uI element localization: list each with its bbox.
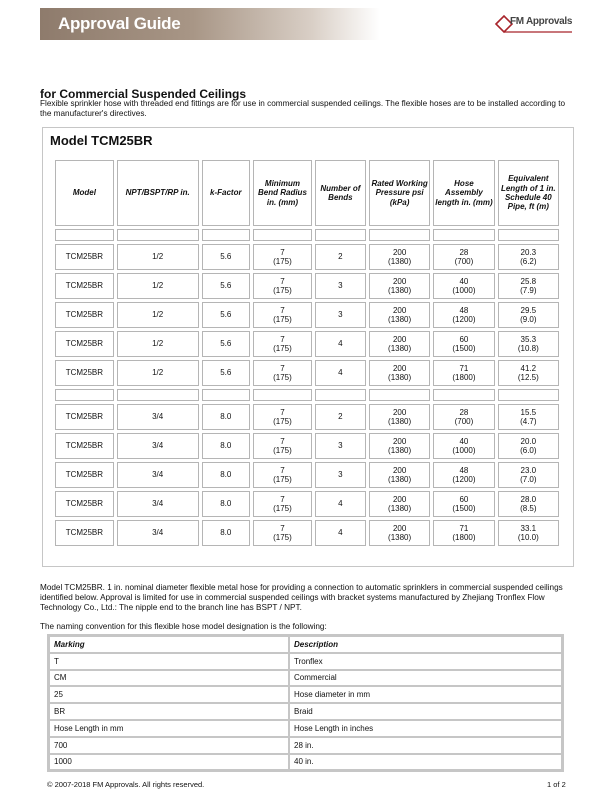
cell-metric-value: (1200): [452, 315, 476, 324]
table-row: [55, 520, 559, 546]
cell-bend-radius: [253, 404, 312, 430]
cell-number-of-bends: [315, 331, 366, 357]
cell-model: [55, 273, 114, 299]
cell-value: 7: [280, 523, 285, 533]
cell-k-factor: [202, 273, 251, 299]
naming-header-row: [49, 636, 562, 653]
cell-metric-value: (1380): [388, 344, 412, 353]
cell-value: TCM25BR: [65, 339, 104, 349]
cell-value: 4: [338, 339, 343, 349]
cell-working-pressure: [369, 491, 430, 517]
cell-value: TCM25BR: [65, 310, 104, 320]
footer-page-number: 1 of 2: [547, 780, 566, 789]
cell-hose-length: [433, 360, 494, 386]
cell-working-pressure: [369, 244, 430, 270]
cell-bend-radius: [253, 273, 312, 299]
cell-description: 40 in.: [289, 754, 562, 771]
cell-k-factor: [202, 244, 251, 270]
naming-row: [49, 754, 562, 771]
table-row: [55, 244, 559, 270]
spacer-row: [55, 389, 559, 401]
table-row: [55, 331, 559, 357]
empty-cell: [117, 389, 199, 401]
cell-value: 200: [392, 407, 407, 417]
cell-equivalent-length: [498, 331, 559, 357]
cell-description: Commercial: [289, 670, 562, 687]
cell-thread: [117, 244, 199, 270]
cell-value: 8.0: [220, 470, 232, 480]
cell-value: 60: [459, 494, 469, 504]
cell-hose-length: [433, 244, 494, 270]
cell-thread: [117, 360, 199, 386]
cell-k-factor: [202, 404, 251, 430]
cell-value: 5.6: [220, 368, 232, 378]
cell-number-of-bends: [315, 244, 366, 270]
cell-metric-value: (4.7): [520, 417, 537, 426]
cell-value: TCM25BR: [65, 441, 104, 451]
cell-metric-value: (1500): [452, 504, 476, 513]
cell-value: 20.0: [520, 436, 537, 446]
cell-value: 200: [392, 334, 407, 344]
cell-equivalent-length: [498, 520, 559, 546]
cell-description: Braid: [289, 703, 562, 720]
cell-metric-value: (1380): [388, 257, 412, 266]
cell-bend-radius: [253, 331, 312, 357]
header-marking: Marking: [49, 636, 289, 653]
cell-value: 20.3: [520, 247, 537, 257]
cell-value: 5.6: [220, 252, 232, 262]
cell-thread: [117, 491, 199, 517]
cell-number-of-bends: [315, 302, 366, 328]
cell-metric-value: (1200): [452, 475, 476, 484]
spacer-row: [55, 229, 559, 241]
empty-cell: [369, 389, 430, 401]
cell-value: 41.2: [520, 363, 537, 373]
cell-marking: Hose Length in mm: [49, 720, 289, 737]
cell-value: 8.0: [220, 441, 232, 451]
cell-description: Hose diameter in mm: [289, 686, 562, 703]
cell-metric-value: (12.5): [517, 373, 539, 382]
empty-cell: [498, 389, 559, 401]
cell-thread: [117, 331, 199, 357]
cell-description: Hose Length in inches: [289, 720, 562, 737]
cell-metric-value: (1000): [452, 286, 476, 295]
header-description: Description: [289, 636, 562, 653]
cell-metric-value: (700): [454, 417, 474, 426]
cell-k-factor: [202, 520, 251, 546]
naming-row: [49, 703, 562, 720]
model-spec-table: [52, 157, 562, 549]
cell-value: 28: [459, 247, 469, 257]
cell-value: 3: [338, 441, 343, 451]
cell-thread: [117, 404, 199, 430]
header-equivalent-length: Equivalent Length of 1 in. Schedule 40 Pipe, ft (m): [498, 160, 559, 226]
header-banner: [40, 8, 380, 40]
cell-equivalent-length: [498, 273, 559, 299]
cell-value: 28.0: [520, 494, 537, 504]
empty-cell: [253, 229, 312, 241]
cell-metric-value: (175): [273, 315, 292, 324]
cell-marking: 1000: [49, 754, 289, 771]
empty-cell: [117, 229, 199, 241]
cell-model: [55, 244, 114, 270]
empty-cell: [55, 389, 114, 401]
header-k-factor: k-Factor: [202, 160, 251, 226]
cell-metric-value: (9.0): [520, 315, 537, 324]
cell-metric-value: (175): [273, 417, 292, 426]
cell-value: 23.0: [520, 465, 537, 475]
cell-value: 29.5: [520, 305, 537, 315]
header-number-of-bends: Number of Bends: [315, 160, 366, 226]
section-description: Flexible sprinkler hose with threaded end fittings are for use in commercial suspended ceilings. The flexible hoses are to be installed according to the manufacturer's directives.: [40, 99, 566, 118]
empty-cell: [253, 389, 312, 401]
table-row: [55, 404, 559, 430]
cell-working-pressure: [369, 520, 430, 546]
cell-metric-value: (175): [273, 533, 292, 542]
cell-metric-value: (175): [273, 504, 292, 513]
cell-value: 200: [392, 247, 407, 257]
cell-value: 5.6: [220, 281, 232, 291]
cell-hose-length: [433, 520, 494, 546]
cell-value: 200: [392, 465, 407, 475]
cell-value: 15.5: [520, 407, 537, 417]
cell-value: 3/4: [152, 412, 164, 422]
cell-metric-value: (1380): [388, 286, 412, 295]
cell-equivalent-length: [498, 491, 559, 517]
cell-value: 71: [459, 523, 469, 533]
cell-value: 3: [338, 310, 343, 320]
cell-working-pressure: [369, 302, 430, 328]
cell-model: [55, 520, 114, 546]
cell-model: [55, 491, 114, 517]
cell-k-factor: [202, 331, 251, 357]
model-table-title: Model TCM25BR: [50, 133, 153, 148]
cell-metric-value: (6.2): [520, 257, 537, 266]
cell-k-factor: [202, 491, 251, 517]
cell-metric-value: (1380): [388, 373, 412, 382]
cell-marking: T: [49, 653, 289, 670]
cell-value: 60: [459, 334, 469, 344]
cell-metric-value: (1500): [452, 344, 476, 353]
cell-metric-value: (1800): [452, 533, 476, 542]
cell-value: 1/2: [152, 252, 164, 262]
cell-hose-length: [433, 433, 494, 459]
cell-metric-value: (1380): [388, 446, 412, 455]
cell-value: 3/4: [152, 499, 164, 509]
logo-text: FM Approvals: [510, 16, 573, 27]
cell-value: 1/2: [152, 281, 164, 291]
cell-metric-value: (1380): [388, 417, 412, 426]
cell-value: 7: [280, 494, 285, 504]
table-row: [55, 302, 559, 328]
section-title: for Commercial Suspended Ceilings: [40, 87, 247, 101]
empty-cell: [433, 389, 494, 401]
cell-number-of-bends: [315, 520, 366, 546]
naming-row: [49, 686, 562, 703]
header-bend-radius: Minimum Bend Radius in. (mm): [253, 160, 312, 226]
cell-equivalent-length: [498, 404, 559, 430]
cell-model: [55, 360, 114, 386]
cell-value: TCM25BR: [65, 412, 104, 422]
cell-metric-value: (6.0): [520, 446, 537, 455]
cell-metric-value: (1380): [388, 533, 412, 542]
cell-value: 25.8: [520, 276, 537, 286]
cell-value: 200: [392, 436, 407, 446]
cell-bend-radius: [253, 433, 312, 459]
cell-hose-length: [433, 462, 494, 488]
cell-equivalent-length: [498, 244, 559, 270]
header-thread: NPT/BSPT/RP in.: [117, 160, 199, 226]
cell-working-pressure: [369, 462, 430, 488]
cell-value: 200: [392, 363, 407, 373]
cell-value: 2: [338, 412, 343, 422]
empty-cell: [55, 229, 114, 241]
cell-value: 7: [280, 305, 285, 315]
cell-hose-length: [433, 404, 494, 430]
cell-thread: [117, 302, 199, 328]
cell-bend-radius: [253, 360, 312, 386]
cell-value: 3/4: [152, 470, 164, 480]
model-note: Model TCM25BR. 1 in. nominal diameter flexible metal hose for providing a connection to automatic sprinklers in commercial suspended ceilings identified below. Approval is limited for use in commercial suspended ceilings with bracket systems manufactured by Zhejiang Tronflex Flow Technology Co., Ltd.: The nipple end to the branch line has BSPT / NPT.: [40, 583, 563, 612]
cell-value: 7: [280, 276, 285, 286]
cell-working-pressure: [369, 273, 430, 299]
cell-value: 7: [280, 407, 285, 417]
cell-hose-length: [433, 302, 494, 328]
cell-marking: 700: [49, 737, 289, 754]
cell-marking: CM: [49, 670, 289, 687]
cell-metric-value: (1380): [388, 475, 412, 484]
header-title: Approval Guide: [58, 14, 181, 33]
empty-cell: [315, 389, 366, 401]
cell-model: [55, 462, 114, 488]
cell-number-of-bends: [315, 273, 366, 299]
cell-value: 1/2: [152, 368, 164, 378]
cell-metric-value: (1380): [388, 315, 412, 324]
cell-working-pressure: [369, 433, 430, 459]
cell-value: 2: [338, 252, 343, 262]
cell-value: 3: [338, 470, 343, 480]
cell-value: 5.6: [220, 310, 232, 320]
cell-value: 4: [338, 368, 343, 378]
naming-row: [49, 720, 562, 737]
cell-value: 4: [338, 499, 343, 509]
cell-thread: [117, 520, 199, 546]
table-row: [55, 360, 559, 386]
cell-metric-value: (10.0): [517, 533, 539, 542]
table-row: [55, 462, 559, 488]
cell-equivalent-length: [498, 360, 559, 386]
cell-value: 200: [392, 523, 407, 533]
cell-hose-length: [433, 331, 494, 357]
cell-value: TCM25BR: [65, 281, 104, 291]
header-working-pressure: Rated Working Pressure psi (kPa): [369, 160, 430, 226]
cell-value: 8.0: [220, 499, 232, 509]
cell-value: 3/4: [152, 441, 164, 451]
header-model: Model: [55, 160, 114, 226]
cell-value: 200: [392, 494, 407, 504]
cell-value: 200: [392, 305, 407, 315]
empty-cell: [202, 389, 251, 401]
cell-model: [55, 433, 114, 459]
empty-cell: [369, 229, 430, 241]
cell-metric-value: (175): [273, 286, 292, 295]
cell-description: 28 in.: [289, 737, 562, 754]
naming-row: [49, 653, 562, 670]
cell-model: [55, 404, 114, 430]
cell-value: 48: [459, 305, 469, 315]
naming-row: [49, 670, 562, 687]
cell-number-of-bends: [315, 404, 366, 430]
cell-metric-value: (1000): [452, 446, 476, 455]
cell-value: 71: [459, 363, 469, 373]
cell-working-pressure: [369, 360, 430, 386]
cell-number-of-bends: [315, 462, 366, 488]
cell-value: 40: [459, 276, 469, 286]
cell-metric-value: (175): [273, 344, 292, 353]
cell-model: [55, 331, 114, 357]
naming-row: [49, 737, 562, 754]
cell-value: 7: [280, 465, 285, 475]
cell-value: 7: [280, 363, 285, 373]
cell-equivalent-length: [498, 302, 559, 328]
cell-number-of-bends: [315, 491, 366, 517]
table-row: [55, 273, 559, 299]
cell-metric-value: (8.5): [520, 504, 537, 513]
cell-value: 3/4: [152, 528, 164, 538]
cell-bend-radius: [253, 244, 312, 270]
cell-value: 48: [459, 465, 469, 475]
cell-value: 5.6: [220, 339, 232, 349]
cell-value: TCM25BR: [65, 499, 104, 509]
cell-metric-value: (1380): [388, 504, 412, 513]
cell-value: 7: [280, 436, 285, 446]
cell-value: 1/2: [152, 339, 164, 349]
empty-cell: [433, 229, 494, 241]
cell-metric-value: (700): [454, 257, 474, 266]
cell-bend-radius: [253, 462, 312, 488]
cell-metric-value: (175): [273, 257, 292, 266]
cell-value: 33.1: [520, 523, 537, 533]
cell-number-of-bends: [315, 360, 366, 386]
cell-metric-value: (175): [273, 475, 292, 484]
cell-value: TCM25BR: [65, 470, 104, 480]
header-hose-length: Hose Assembly length in. (mm): [433, 160, 494, 226]
cell-value: 1/2: [152, 310, 164, 320]
cell-value: 8.0: [220, 528, 232, 538]
cell-marking: BR: [49, 703, 289, 720]
cell-k-factor: [202, 433, 251, 459]
table-row: [55, 433, 559, 459]
cell-hose-length: [433, 491, 494, 517]
cell-thread: [117, 273, 199, 299]
cell-metric-value: (7.0): [520, 475, 537, 484]
cell-metric-value: (175): [273, 446, 292, 455]
empty-cell: [315, 229, 366, 241]
cell-value: TCM25BR: [65, 252, 104, 262]
cell-value: 4: [338, 528, 343, 538]
cell-thread: [117, 462, 199, 488]
cell-value: 7: [280, 247, 285, 257]
cell-metric-value: (10.8): [517, 344, 539, 353]
cell-value: 35.3: [520, 334, 537, 344]
cell-k-factor: [202, 360, 251, 386]
cell-marking: 25: [49, 686, 289, 703]
empty-cell: [202, 229, 251, 241]
cell-k-factor: [202, 302, 251, 328]
cell-value: 8.0: [220, 412, 232, 422]
naming-table: [47, 634, 564, 772]
cell-equivalent-length: [498, 462, 559, 488]
cell-metric-value: (7.9): [520, 286, 537, 295]
cell-working-pressure: [369, 404, 430, 430]
cell-number-of-bends: [315, 433, 366, 459]
cell-value: TCM25BR: [65, 528, 104, 538]
cell-working-pressure: [369, 331, 430, 357]
cell-metric-value: (1800): [452, 373, 476, 382]
cell-value: TCM25BR: [65, 368, 104, 378]
cell-bend-radius: [253, 302, 312, 328]
cell-value: 200: [392, 276, 407, 286]
naming-intro: The naming convention for this flexible hose model designation is the following:: [40, 622, 327, 631]
table-row: [55, 491, 559, 517]
cell-value: 40: [459, 436, 469, 446]
cell-k-factor: [202, 462, 251, 488]
cell-model: [55, 302, 114, 328]
cell-value: 28: [459, 407, 469, 417]
cell-thread: [117, 433, 199, 459]
cell-metric-value: (175): [273, 373, 292, 382]
empty-cell: [498, 229, 559, 241]
cell-equivalent-length: [498, 433, 559, 459]
footer-copyright: © 2007-2018 FM Approvals. All rights reserved.: [47, 780, 205, 789]
cell-value: 3: [338, 281, 343, 291]
cell-bend-radius: [253, 520, 312, 546]
cell-bend-radius: [253, 491, 312, 517]
table-header-row: [55, 160, 559, 226]
cell-hose-length: [433, 273, 494, 299]
cell-description: Tronflex: [289, 653, 562, 670]
cell-value: 7: [280, 334, 285, 344]
